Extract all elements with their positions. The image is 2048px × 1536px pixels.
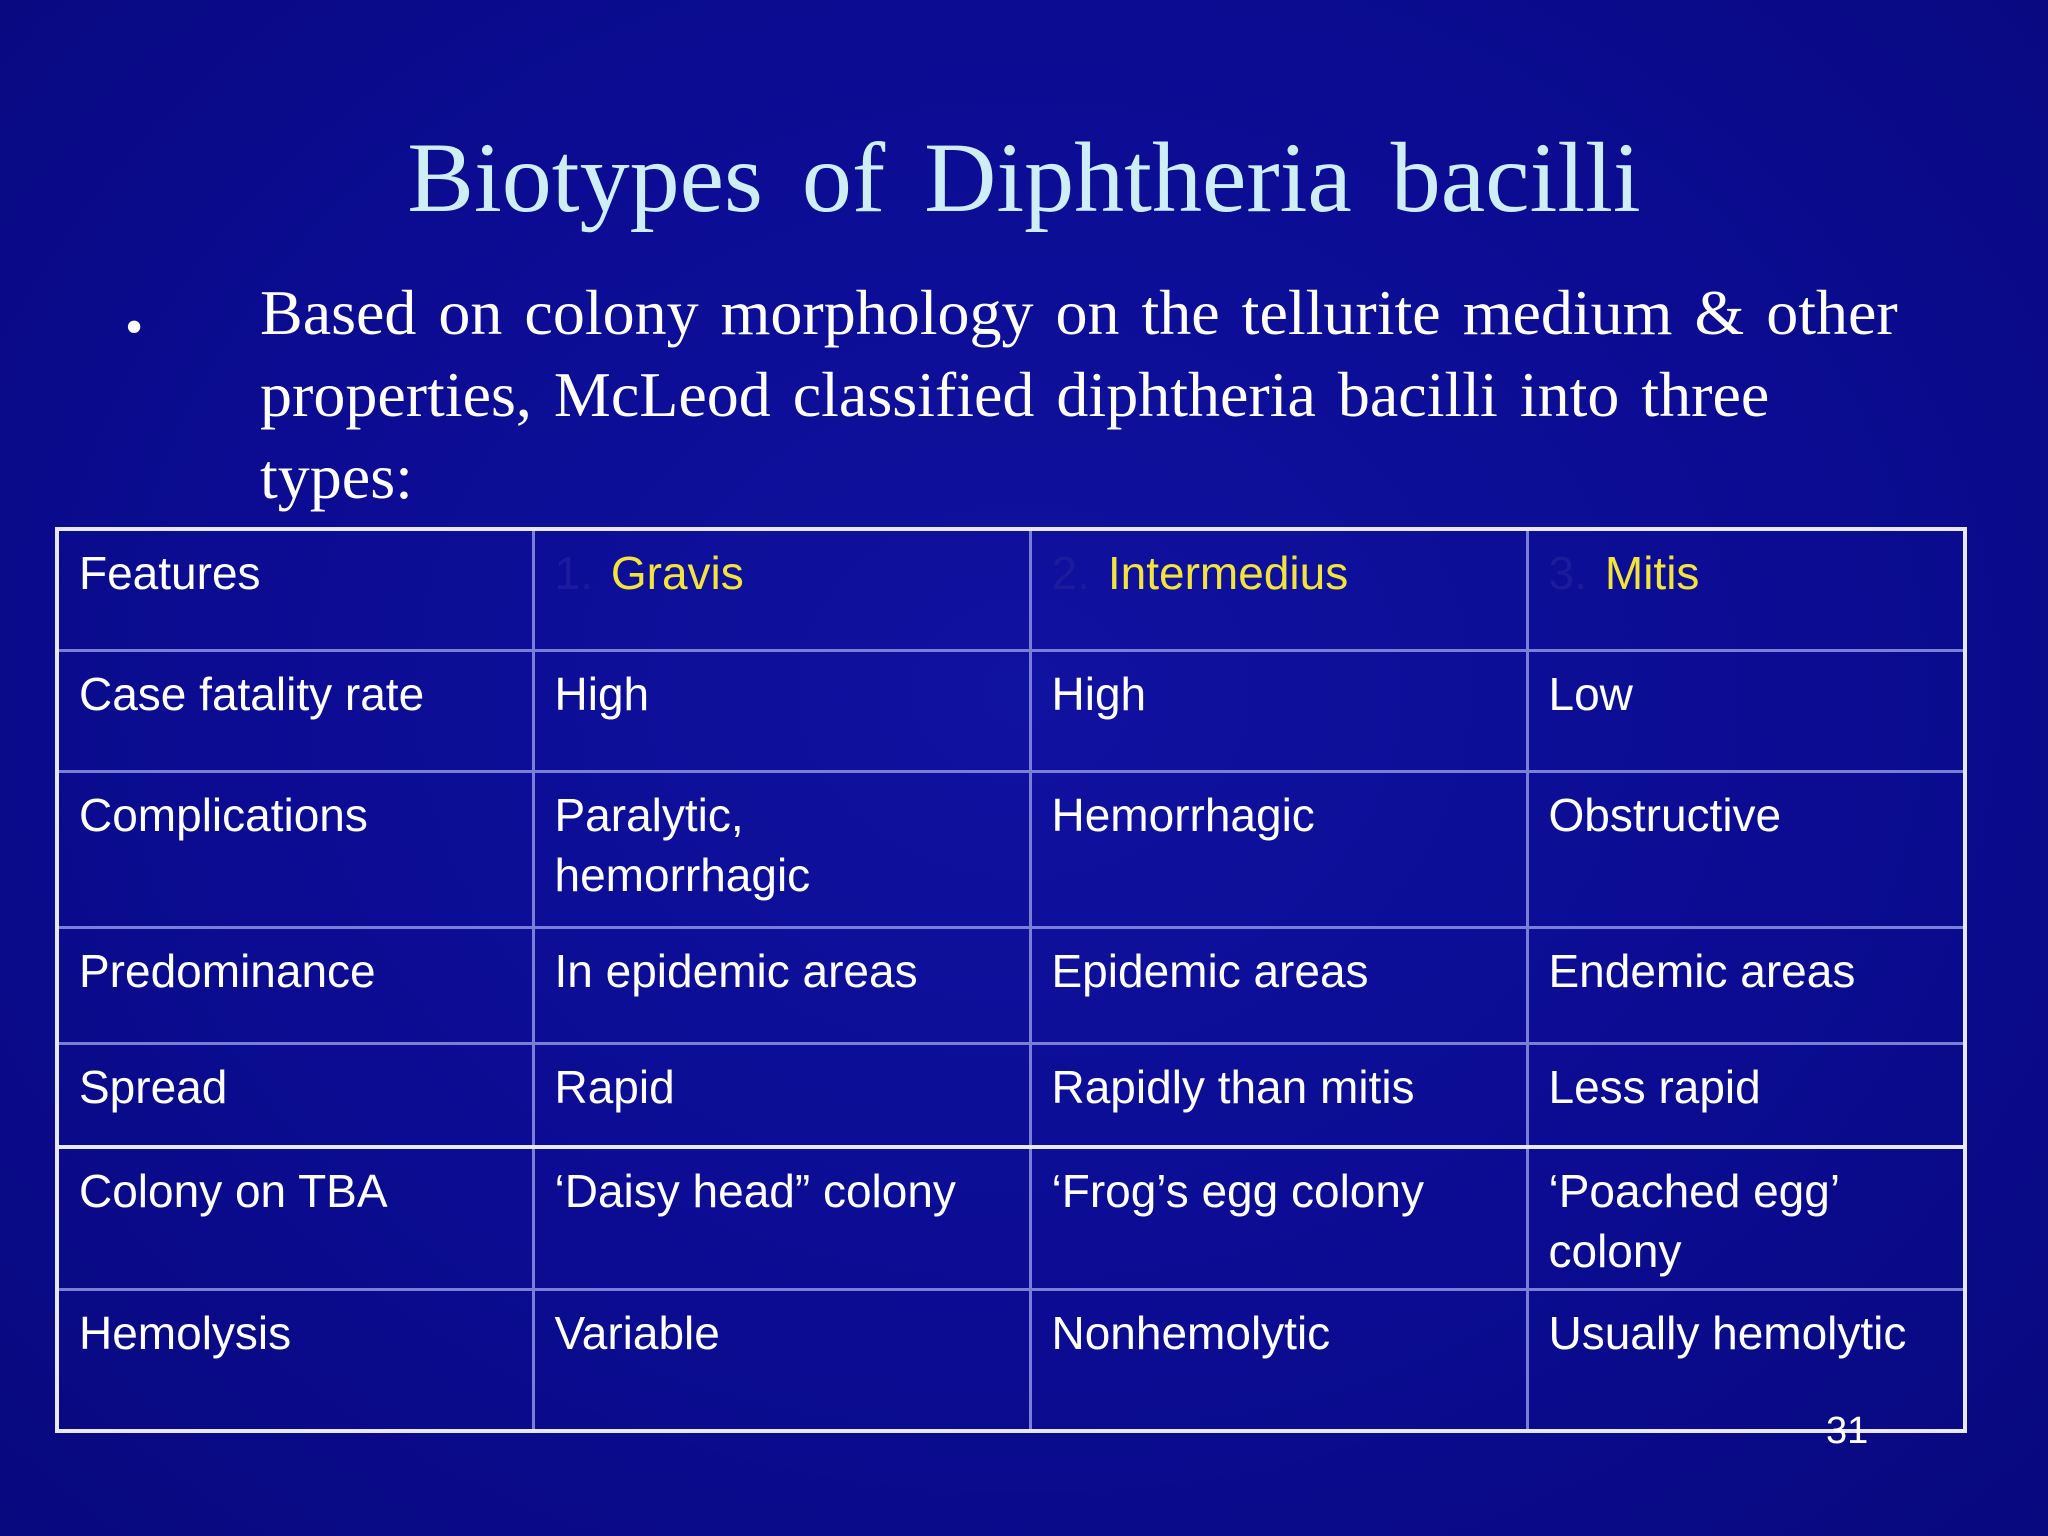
cell-intermedius: Nonhemolytic — [1030, 1289, 1527, 1431]
header-gravis-label: Gravis — [610, 547, 744, 599]
cell-mitis: Less rapid — [1527, 1043, 1965, 1147]
table-row — [57, 1147, 1965, 1289]
header-intermedius-label: Intermedius — [1107, 547, 1349, 599]
cell-gravis: Paralytic, hemorrhagic — [533, 771, 1030, 927]
table-row — [57, 927, 1965, 1043]
header-cell-gravis — [533, 529, 1030, 650]
page-number: 31 — [1826, 1410, 1869, 1452]
table-row — [57, 1289, 1965, 1431]
table-row — [57, 771, 1965, 927]
cell-feature: Predominance — [57, 927, 533, 1043]
cell-gravis: In epidemic areas — [533, 927, 1030, 1043]
biotypes-table — [55, 527, 1967, 1433]
cell-gravis: Rapid — [533, 1043, 1030, 1147]
cell-intermedius: Rapidly than mitis — [1030, 1043, 1527, 1147]
cell-intermedius: High — [1030, 650, 1527, 771]
cell-mitis: Obstructive — [1527, 771, 1965, 927]
cell-mitis: Endemic areas — [1527, 927, 1965, 1043]
bullet-icon: • — [125, 299, 144, 356]
cell-mitis: Usually hemolytic — [1527, 1289, 1965, 1431]
header-features-label: Features — [79, 547, 261, 599]
bullet-text: Based on colony morphology on the tellurite medium & other properties, McLeod classified diphtheria bacilli into three types: — [260, 277, 1898, 512]
header-gravis-number: 1. — [554, 547, 593, 599]
cell-feature: Complications — [57, 771, 533, 927]
cell-intermedius: ‘Frog’s egg colony — [1030, 1147, 1527, 1289]
cell-intermedius: Epidemic areas — [1030, 927, 1527, 1043]
header-cell-features — [57, 529, 533, 650]
cell-feature: Case fatality rate — [57, 650, 533, 771]
slide-title: Biotypes of Diphtheria bacilli — [407, 122, 1641, 233]
cell-feature: Colony on TBA — [57, 1147, 533, 1289]
table-row — [57, 1043, 1965, 1147]
cell-mitis: Low — [1527, 650, 1965, 771]
cell-gravis: ‘Daisy head” colony — [533, 1147, 1030, 1289]
cell-feature: Hemolysis — [57, 1289, 533, 1431]
cell-intermedius: Hemorrhagic — [1030, 771, 1527, 927]
header-mitis-number: 3. — [1548, 547, 1587, 599]
header-cell-mitis — [1527, 529, 1965, 650]
cell-feature: Spread — [57, 1043, 533, 1147]
header-mitis-label: Mitis — [1604, 547, 1700, 599]
header-cell-intermedius — [1030, 529, 1527, 650]
header-intermedius-number: 2. — [1051, 547, 1090, 599]
table-header-row — [57, 529, 1965, 650]
cell-gravis: Variable — [533, 1289, 1030, 1431]
cell-gravis: High — [533, 650, 1030, 771]
table-row — [57, 650, 1965, 771]
cell-mitis: ‘Poached egg’ colony — [1527, 1147, 1965, 1289]
